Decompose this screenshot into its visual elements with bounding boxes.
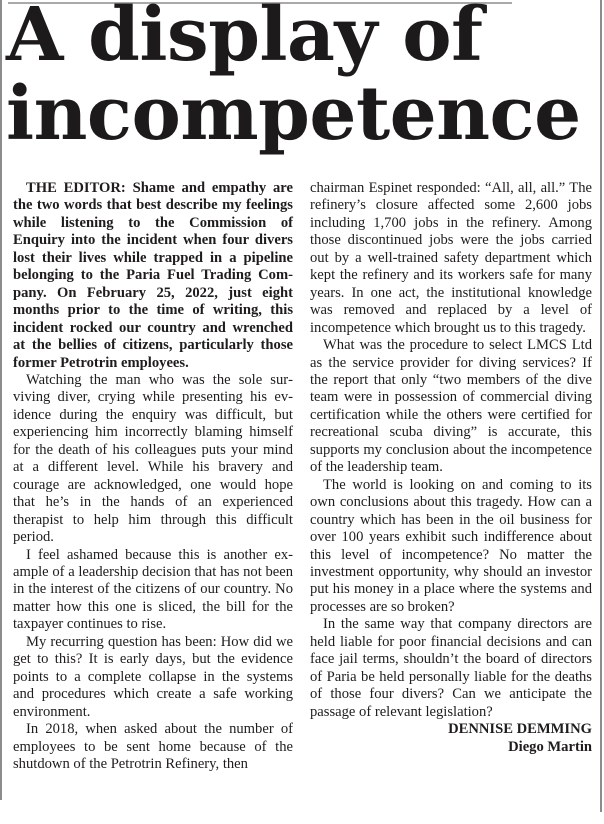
paragraph: In 2018, when asked about the number of employees to be sent home because of the shutdown of the Petrotrin Refinery, then (13, 721, 293, 772)
paragraph: Watching the man who was the sole surviving diver, crying while presenting his evidence during the enquiry was difficult, but experiencing him incorrectly blaming himself for the death of his colleagues puts your mind at a different level. While his bravery and courage are acknowledged, one would hope that he’s in the hands of an experienced therapist to help him through this difficult period. (13, 371, 293, 546)
paragraph-continued: chairman Espinet responded: “All, all, all.” The refinery’s closure affected some 2,600 jobs including 1,700 jobs in the refinery. Among those discontinued jobs were the jobs carried out by a well-trained safety department which kept the refinery and its workers safe for many years. In one act, the institutional knowledge was removed and replaced by a level of incompetence which brought us to this tragedy. (310, 180, 592, 336)
paragraph: My recurring question has been: How did we get to this? It is early days, but the evidence points to a complete collapse in the systems and procedures which create a safe working environment. (13, 633, 293, 720)
headline (6, 0, 596, 157)
paragraph: In the same way that company directors are held liable for poor financial decisions and can face jail terms, shouldn’t the board of directors of Paria be held personally liable for the deaths of those four divers? Can we anticipate the passage of relevant legislation? (310, 616, 592, 720)
paragraph: What was the procedure to select LMCS Ltd as the service provider for diving services? If the report that only “two members of the dive team were in possession of commercial diving certification while the others were certified for recreational scuba diving” is accurate, this supports my conclusion about the incompetence of the leadership team. (310, 337, 592, 476)
signature-name: DENNISE DEMMING (448, 721, 592, 738)
left-border (0, 0, 2, 800)
left-column (13, 180, 293, 773)
headline-line-2: incompetence (6, 71, 581, 157)
signature-location: Diego Martin (508, 738, 592, 755)
headline-line-1: A display of (6, 0, 483, 78)
right-border (600, 0, 602, 812)
paragraph: The world is looking on and coming to its own conclusions about this tragedy. How can a country which has been in the oil business for over 100 years exhibit such indifference about this level of incompetence? No matter the investment opportunity, why should an investor put his money in a place where the systems and processes are so broken? (310, 476, 592, 615)
right-column (310, 180, 592, 756)
lead-paragraph: THE EDITOR: Shame and empathy are the two words that best describe my feelings while listening to the Commission of Enquiry into the incident when four divers lost their lives while trapped in a pipeline belonging to the Paria Fuel Trading Company. On February 25, 2022, just eight months prior to the time of writing, this incident rocked our country and wrenched at the bellies of citizens, particularly those former Petrotrin employees. (13, 180, 293, 371)
paragraph: I feel ashamed because this is another example of a leadership decision that has not been in the interest of the citizens of our country. No matter how this one is sliced, the bill for the taxpayer continues to rise. (13, 546, 293, 633)
